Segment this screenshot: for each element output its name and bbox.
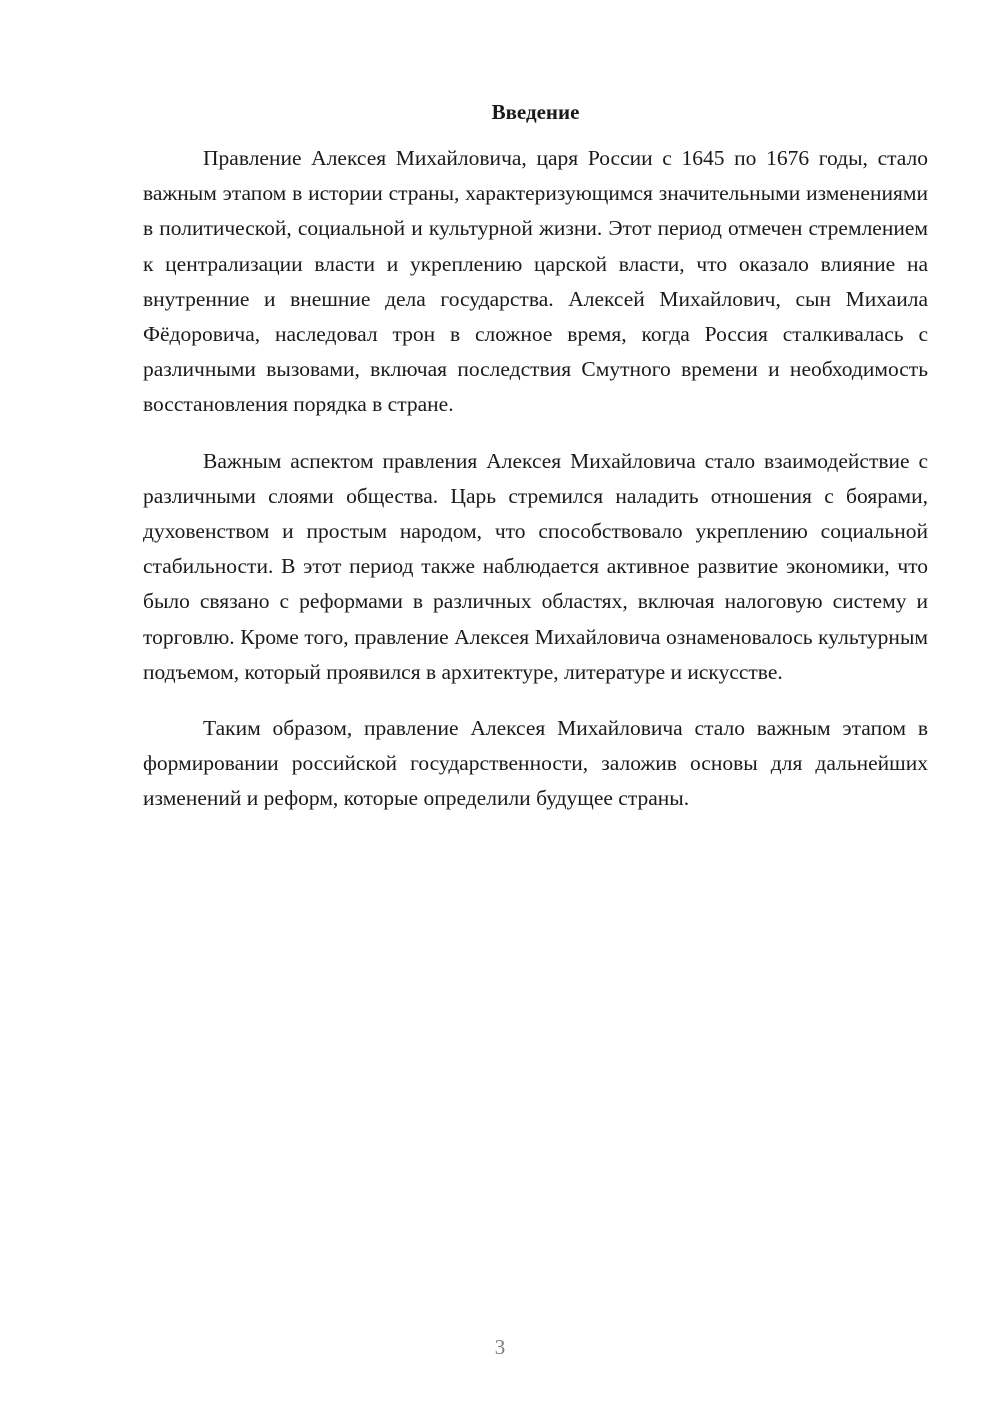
page-number: 3: [494, 1335, 506, 1359]
page-content: [143, 96, 928, 838]
paragraph-1: Правление Алексея Михайловича, царя России с 1645 по 1676 годы, стало важным этапом в истории страны, характеризующимся значительными изменениями в политической, социальной и культурной жизни. Этот период отмечен стремлением к централизации власти и укреплению царской власти, что оказало влияние на внутренние и внешние дела государства. Алексей Михайлович, сын Михаила Фёдоровича, наследовал трон в сложное время, когда Россия сталкивалась с различными вызовами, включая последствия Смутного времени и необходимость восстановления порядка в стране.: [143, 146, 928, 417]
paragraph-3: Таким образом, правление Алексея Михайловича стало важным этапом в формировании российской государственности, заложив основы для дальнейших изменений и реформ, которые определили будущее страны.: [143, 716, 928, 811]
section-heading: Введение: [491, 100, 580, 124]
paragraph-2: Важным аспектом правления Алексея Михайловича стало взаимодействие с различными слоями общества. Царь стремился наладить отношения с боярами, духовенством и простым народом, что способствовало укреплению социальной стабильности. В этот период также наблюдается активное развитие экономики, что было связано с реформами в различных областях, включая налоговую систему и торговлю. Кроме того, правление Алексея Михайловича ознаменовалось культурным подъемом, который проявился в архитектуре, литературе и искусстве.: [143, 448, 928, 684]
